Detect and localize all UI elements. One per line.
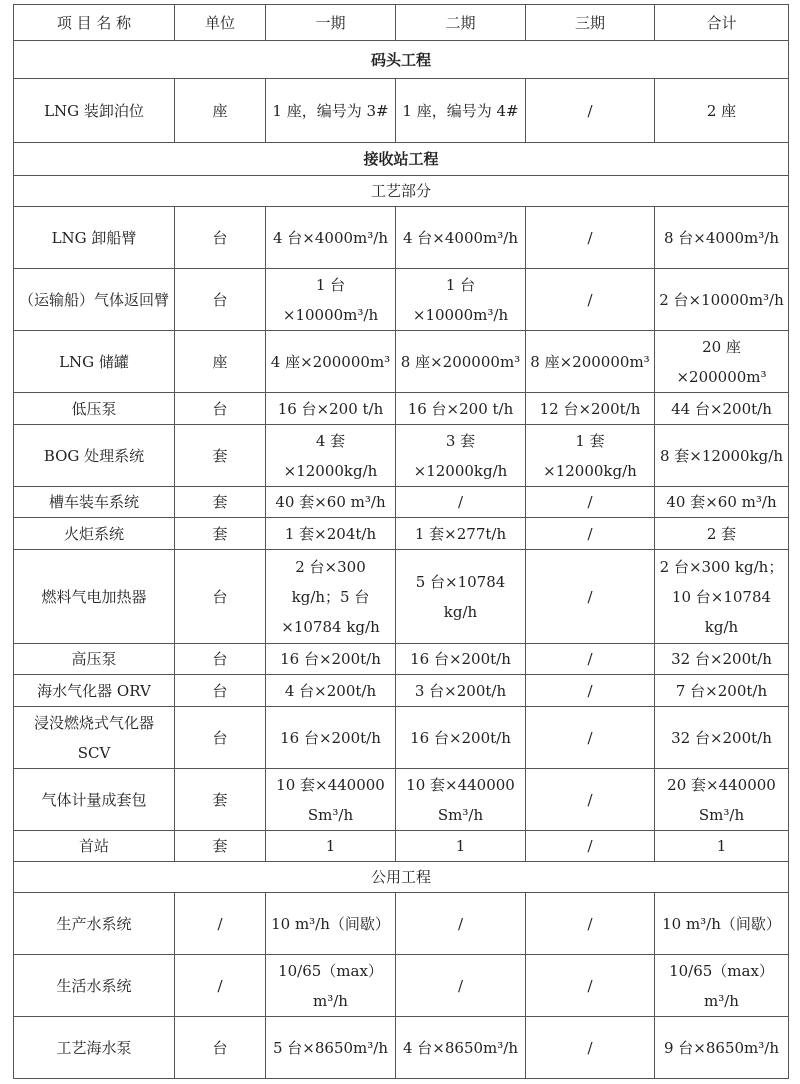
cell-phase-2: 1 座，编号为 4#: [396, 79, 526, 143]
cell-phase-1: 1 座，编号为 3#: [266, 79, 396, 143]
cell-phase-3: /: [526, 644, 655, 675]
section-heading-row: [14, 143, 789, 176]
table-row: [14, 518, 789, 550]
cell-total: 9 台×8650m³/h: [655, 1017, 789, 1079]
cell-total: 2 套: [655, 518, 789, 550]
cell-phase-1: 10 套×440000 Sm³/h: [266, 769, 396, 831]
header-phase-1: 一期: [266, 5, 396, 41]
cell-total: 1: [655, 831, 789, 862]
cell-total: 7 台×200t/h: [655, 675, 789, 707]
cell-unit: 套: [175, 769, 266, 831]
cell-phase-1: 16 台×200t/h: [266, 644, 396, 675]
table-row: [14, 769, 789, 831]
cell-phase-3: 1 套×12000kg/h: [526, 425, 655, 487]
cell-item-name: 生活水系统: [14, 955, 175, 1017]
cell-phase-3: /: [526, 207, 655, 269]
cell-total: 2 座: [655, 79, 789, 143]
cell-phase-3: /: [526, 550, 655, 644]
cell-item-name: 槽车装车系统: [14, 487, 175, 518]
cell-unit: 台: [175, 675, 266, 707]
cell-unit: 套: [175, 487, 266, 518]
subsection-heading: 工艺部分: [14, 176, 789, 207]
cell-item-name: 生产水系统: [14, 893, 175, 955]
cell-item-name: 工艺海水泵: [14, 1017, 175, 1079]
cell-phase-2: 1: [396, 831, 526, 862]
cell-item-name: BOG 处理系统: [14, 425, 175, 487]
cell-unit: /: [175, 955, 266, 1017]
cell-phase-3: /: [526, 487, 655, 518]
cell-phase-2: /: [396, 893, 526, 955]
header-row: [14, 5, 789, 41]
header-total: 合计: [655, 5, 789, 41]
cell-phase-2: 5 台×10784 kg/h: [396, 550, 526, 644]
cell-phase-3: /: [526, 831, 655, 862]
table-row: [14, 675, 789, 707]
cell-total: 20 座×200000m³: [655, 331, 789, 393]
cell-phase-1: 4 台×200t/h: [266, 675, 396, 707]
cell-unit: 台: [175, 269, 266, 331]
cell-total: 2 台×10000m³/h: [655, 269, 789, 331]
cell-total: 44 台×200t/h: [655, 393, 789, 425]
section-heading: 码头工程: [14, 41, 789, 79]
cell-phase-2: 4 台×4000m³/h: [396, 207, 526, 269]
cell-phase-2: 16 台×200t/h: [396, 707, 526, 769]
cell-total: 10 m³/h（间歇）: [655, 893, 789, 955]
table-row: [14, 550, 789, 644]
cell-phase-3: /: [526, 769, 655, 831]
cell-phase-1: 1 台×10000m³/h: [266, 269, 396, 331]
cell-item-name: 低压泵: [14, 393, 175, 425]
cell-phase-3: /: [526, 518, 655, 550]
cell-unit: /: [175, 893, 266, 955]
subsection-heading-row: [14, 176, 789, 207]
cell-unit: 座: [175, 331, 266, 393]
cell-phase-1: 16 台×200t/h: [266, 707, 396, 769]
cell-item-name: （运输船）气体返回臂: [14, 269, 175, 331]
cell-phase-3: /: [526, 893, 655, 955]
cell-phase-1: 2 台×300 kg/h；5 台×10784 kg/h: [266, 550, 396, 644]
cell-phase-2: 4 台×8650m³/h: [396, 1017, 526, 1079]
header-phase-2: 二期: [396, 5, 526, 41]
cell-phase-1: 4 座×200000m³: [266, 331, 396, 393]
cell-phase-1: 1: [266, 831, 396, 862]
cell-item-name: 燃料气电加热器: [14, 550, 175, 644]
cell-total: 8 套×12000kg/h: [655, 425, 789, 487]
table-row: [14, 331, 789, 393]
cell-item-name: 首站: [14, 831, 175, 862]
cell-phase-2: 8 座×200000m³: [396, 331, 526, 393]
cell-phase-3: 8 座×200000m³: [526, 331, 655, 393]
cell-unit: 台: [175, 550, 266, 644]
cell-unit: 套: [175, 518, 266, 550]
cell-phase-3: 12 台×200t/h: [526, 393, 655, 425]
header-unit: 单位: [175, 5, 266, 41]
table-row: [14, 393, 789, 425]
table-row: [14, 207, 789, 269]
cell-phase-2: 10 套×440000 Sm³/h: [396, 769, 526, 831]
cell-item-name: 火炬系统: [14, 518, 175, 550]
table-row: [14, 79, 789, 143]
table-row: [14, 425, 789, 487]
cell-phase-3: /: [526, 269, 655, 331]
cell-phase-1: 10 m³/h（间歇）: [266, 893, 396, 955]
table-row: [14, 831, 789, 862]
cell-total: 20 套×440000 Sm³/h: [655, 769, 789, 831]
table-row: [14, 707, 789, 769]
cell-phase-2: 3 台×200t/h: [396, 675, 526, 707]
cell-phase-1: 16 台×200 t/h: [266, 393, 396, 425]
cell-total: 2 台×300 kg/h；10 台×10784 kg/h: [655, 550, 789, 644]
cell-phase-2: 3 套×12000kg/h: [396, 425, 526, 487]
cell-phase-3: /: [526, 955, 655, 1017]
cell-phase-2: /: [396, 955, 526, 1017]
cell-phase-3: /: [526, 1017, 655, 1079]
cell-phase-1: 4 台×4000m³/h: [266, 207, 396, 269]
cell-phase-2: 16 台×200t/h: [396, 644, 526, 675]
cell-total: 32 台×200t/h: [655, 644, 789, 675]
cell-unit: 台: [175, 644, 266, 675]
cell-total: 10/65（max）m³/h: [655, 955, 789, 1017]
cell-item-name: 海水气化器 ORV: [14, 675, 175, 707]
subsection-heading: 公用工程: [14, 862, 789, 893]
table-row: [14, 955, 789, 1017]
cell-phase-2: 1 套×277t/h: [396, 518, 526, 550]
table-row: [14, 1017, 789, 1079]
subsection-heading-row: [14, 862, 789, 893]
cell-total: 32 台×200t/h: [655, 707, 789, 769]
cell-unit: 台: [175, 393, 266, 425]
cell-phase-2: /: [396, 487, 526, 518]
table-row: [14, 644, 789, 675]
cell-item-name: 气体计量成套包: [14, 769, 175, 831]
cell-unit: 台: [175, 707, 266, 769]
cell-unit: 座: [175, 79, 266, 143]
cell-item-name: LNG 储罐: [14, 331, 175, 393]
cell-item-name: LNG 装卸泊位: [14, 79, 175, 143]
cell-unit: 套: [175, 831, 266, 862]
cell-phase-1: 10/65（max）m³/h: [266, 955, 396, 1017]
cell-phase-1: 40 套×60 m³/h: [266, 487, 396, 518]
cell-phase-1: 1 套×204t/h: [266, 518, 396, 550]
cell-item-name: 浸没燃烧式气化器 SCV: [14, 707, 175, 769]
equipment-table: [13, 4, 789, 1079]
header-phase-3: 三期: [526, 5, 655, 41]
header-item-name: 项 目 名 称: [14, 5, 175, 41]
section-heading: 接收站工程: [14, 143, 789, 176]
cell-phase-2: 16 台×200 t/h: [396, 393, 526, 425]
cell-item-name: LNG 卸船臂: [14, 207, 175, 269]
table-row: [14, 893, 789, 955]
cell-total: 8 台×4000m³/h: [655, 207, 789, 269]
cell-phase-1: 5 台×8650m³/h: [266, 1017, 396, 1079]
cell-phase-3: /: [526, 707, 655, 769]
table-row: [14, 269, 789, 331]
cell-total: 40 套×60 m³/h: [655, 487, 789, 518]
cell-phase-3: /: [526, 675, 655, 707]
cell-item-name: 高压泵: [14, 644, 175, 675]
section-heading-row: [14, 41, 789, 79]
table-row: [14, 487, 789, 518]
cell-phase-1: 4 套×12000kg/h: [266, 425, 396, 487]
cell-phase-3: /: [526, 79, 655, 143]
cell-unit: 套: [175, 425, 266, 487]
cell-unit: 台: [175, 207, 266, 269]
cell-unit: 台: [175, 1017, 266, 1079]
cell-phase-2: 1 台×10000m³/h: [396, 269, 526, 331]
